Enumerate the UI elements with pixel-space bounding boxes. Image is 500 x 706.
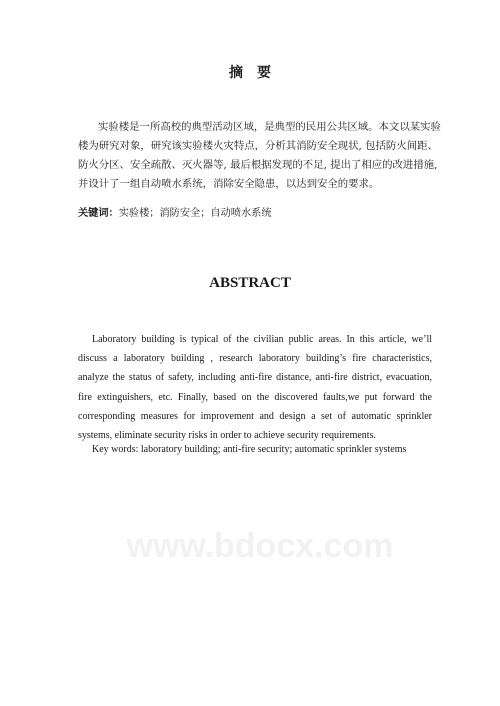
english-abstract-body <box>78 330 432 445</box>
english-abstract-line: corresponding measures for improvement and design a set of automatic sprinkler <box>78 410 432 422</box>
chinese-keywords-text: 实验楼；消防安全；自动喷水系统 <box>118 208 272 219</box>
english-abstract-line: systems, eliminate security risks in order to achieve security requirements. <box>78 430 376 442</box>
chinese-abstract-title: 摘要 <box>229 65 285 81</box>
english-abstract-title: ABSTRACT <box>209 275 291 291</box>
chinese-abstract-line: 并设计了一组自动喷水系统，消除安全隐患，以达到安全的要求。 <box>78 178 380 190</box>
chinese-abstract-line: 防火分区、安全疏散、灭火器等, 最后根据发现的不足, 提出了相应的改进措施, <box>78 159 438 171</box>
chinese-abstract-line: 实验楼是一所高校的典型活动区域，是典型的民用公共区域。本文以某实验 <box>98 121 441 133</box>
chinese-keywords-label: 关键词： <box>78 208 119 219</box>
english-abstract-line: Laboratory building is typical of the civilian public areas. In this article, we’ll <box>92 334 432 345</box>
watermark-logo <box>126 515 394 575</box>
chinese-abstract-line: 楼为研究对象，研究该实验楼火灾特点，分析其消防安全现状, 包括防火间距、 <box>78 140 438 152</box>
english-abstract-line: discuss a laboratory building , research laboratory building’s fire characteristics, <box>78 353 432 365</box>
english-abstract-line: analyze the status of safety, including anti-fire distance, anti-fire district, evacuation, <box>78 372 432 384</box>
chinese-keywords <box>78 204 432 219</box>
watermark-text: www.bdocx.com <box>126 527 394 565</box>
chinese-abstract-body <box>78 118 441 194</box>
english-abstract-line: fire extinguishers, etc. Finally, based on the discovered faults,we put forward the <box>78 391 432 403</box>
english-keywords: Key words: laboratory building; anti-fire security; automatic sprinkler systems <box>92 444 407 455</box>
